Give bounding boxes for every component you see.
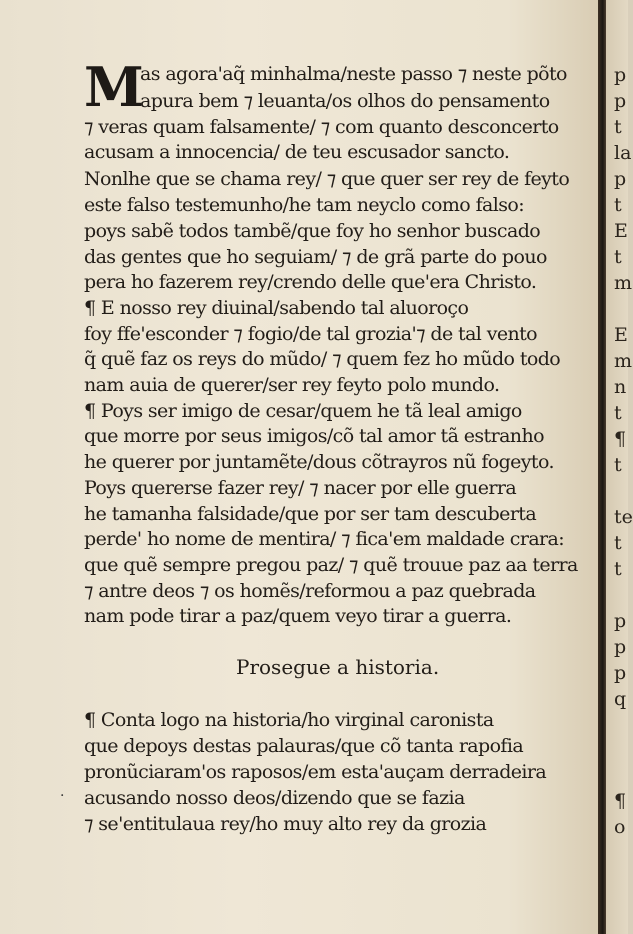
text-line: foy ffe'esconder ⁊ fogio/de tal grozia'⁊ de tal vento [84, 323, 537, 345]
text-line: das gentes que ho seguiam/ ⁊ de grã parte do pouo [84, 246, 547, 268]
text-line: pera ho fazerem rey/crendo delle que'era Christo. [84, 271, 537, 293]
facing-page-char: m [614, 272, 633, 294]
facing-page-char: p [614, 636, 627, 658]
book-gutter [598, 0, 606, 934]
text-line: Nonlhe que se chama rey/ ⁊ que quer ser rey de feyto [84, 168, 570, 190]
text-line: que quẽ sempre pregou paz/ ⁊ quẽ trouue paz aa terra [84, 554, 578, 576]
text-line: he tamanha falsidade/que por ser tam descuberta [84, 503, 537, 525]
facing-page-char: te [614, 506, 633, 528]
facing-page-char: la [614, 142, 632, 164]
section-heading: Prosegue a historia. [236, 655, 440, 679]
facing-page-char: p [614, 168, 627, 190]
text-line: ⁊ antre deos ⁊ os homẽs/reformou a paz quebrada [84, 580, 536, 602]
text-line: ⁊ se'entitulaua rey/ho muy alto rey da grozia [84, 813, 487, 835]
facing-page-char: p [614, 90, 627, 112]
facing-page-edge [606, 0, 633, 934]
text-line: nam pode tirar a paz/quem veyo tirar a guerra. [84, 605, 512, 627]
text-line: Poys quererse fazer rey/ ⁊ nacer por elle guerra [84, 477, 517, 499]
text-line: as agora'aq̃ minhalma/neste passo ⁊ neste põto [140, 63, 567, 85]
text-line: pronũciaram'os raposos/em esta'auçam derradeira [84, 761, 547, 783]
facing-page-char: n [614, 376, 627, 398]
facing-page-char: t [614, 558, 622, 580]
facing-page-char: t [614, 454, 622, 476]
text-line: acusando nosso deos/dizendo que se fazia [84, 787, 465, 809]
text-line: he querer por juntamẽte/dous cõtrayros nũ fogeyto. [84, 451, 554, 473]
facing-page-char: o [614, 816, 626, 838]
text-line: ⁊ veras quam falsamente/ ⁊ com quanto desconcerto [84, 116, 559, 138]
text-line: nam auia de querer/ser rey feyto polo mundo. [84, 374, 500, 396]
facing-page-char: ¶ [614, 790, 627, 812]
facing-page-char: p [614, 662, 627, 684]
text-line: apura bem ⁊ leuanta/os olhos do pensamento [140, 90, 550, 112]
text-line: este falso testemunho/he tam neyclo como falso: [84, 194, 525, 216]
facing-page-char: E [614, 220, 628, 242]
text-line: ¶ E nosso rey diuinal/sabendo tal aluoroço [84, 297, 469, 319]
facing-page-char: p [614, 64, 627, 86]
margin-mark: · [60, 788, 65, 804]
text-line: acusam a innocencia/ de teu escusador sancto. [84, 141, 510, 163]
facing-page-char: p [614, 610, 627, 632]
text-line: q̃ quẽ faz os reys do mũdo/ ⁊ quem fez ho mũdo todo [84, 348, 561, 370]
text-line: ¶ Poys ser imigo de cesar/quem he tã leal amigo [84, 400, 522, 422]
facing-page-char: t [614, 532, 622, 554]
text-line: poys sabẽ todos tambẽ/que foy ho senhor buscado [84, 220, 541, 242]
facing-page-char: t [614, 116, 622, 138]
text-line: que depoys destas palauras/que cõ tanta rapofia [84, 735, 524, 757]
facing-page-char: t [614, 402, 622, 424]
text-line: que morre por seus imigos/cõ tal amor tã estranho [84, 425, 544, 447]
facing-page-char: t [614, 246, 622, 268]
facing-page-char: ¶ [614, 428, 627, 450]
facing-page-char: m [614, 350, 633, 372]
text-line: ¶ Conta logo na historia/ho virginal caronista [84, 709, 494, 731]
drop-cap-initial: M [84, 55, 144, 119]
facing-page-char: E [614, 324, 628, 346]
text-line: perde' ho nome de mentira/ ⁊ fica'em maldade crara: [84, 528, 565, 550]
facing-page-char: q [614, 688, 627, 710]
facing-page-char: t [614, 194, 622, 216]
